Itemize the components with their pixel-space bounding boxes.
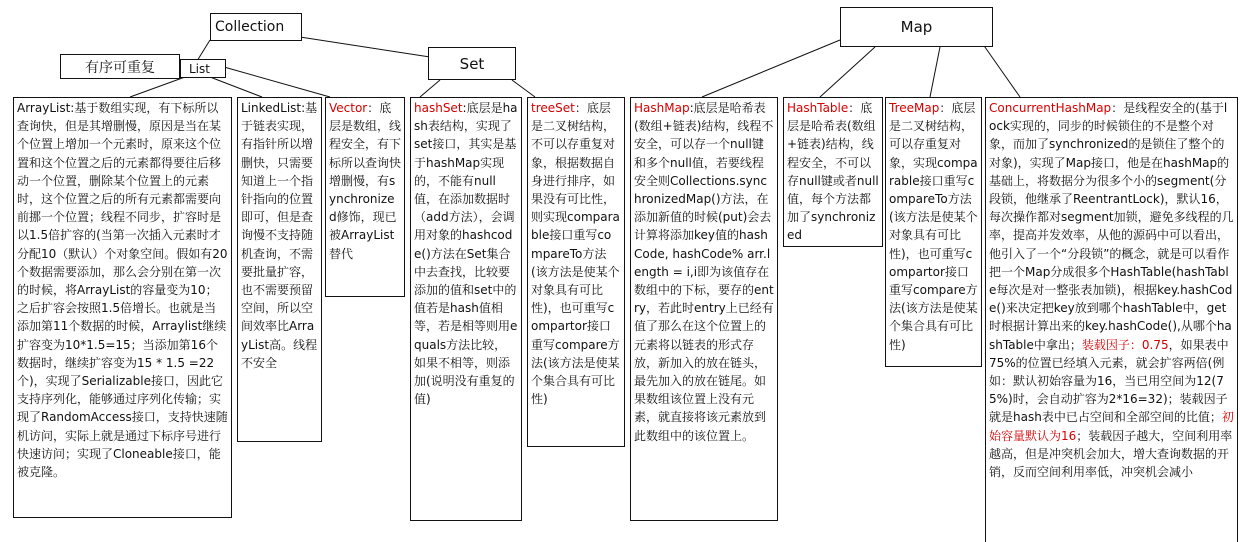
list-node — [180, 59, 226, 78]
connector-map-treemap — [930, 47, 940, 97]
connector-map-concurrenthashmap — [980, 40, 1020, 97]
arraylist-title: ArrayList — [17, 101, 71, 115]
arraylist-description: :基于数组实现，有下标所以查询快，但是其增删慢，原因是当在某个位置上增加一个元素时，原来这个位置和这个位置之后的元素都得要往后移动一个位置，删除某个位置上的元素时，这个位置之后的所有元素都需要向前挪一个位置；线程不同步，扩容时是以1.5倍扩容的(当第一次插入元素时才分配10（默认）个对象空间。假如有20个数据需要添加，那么会分别在第一次的时候，将ArrayList的容量变为10；之后扩容会按照1.5倍增长。也就是当添加第11个数据的时候，Arraylist继续扩容变为10*1.5=15；当添加第16个数据时，继续扩容变为15 * 1.5 =22个)，实现了Serializable接口，因此它支持序列化，能够通过序列化传输；实现了RandomAccess接口，支持快速随机访问，实际上就是通过下标序号进行快速访问；实现了Cloneable接口，能被克隆。 — [17, 101, 228, 480]
ordered-repeatable-label: 有序可重复 — [85, 59, 155, 76]
set-node — [428, 47, 516, 80]
connector-set-hashset — [420, 80, 440, 97]
set-label: Set — [459, 54, 485, 73]
hashmap-column — [630, 97, 778, 521]
vector-column — [325, 97, 405, 297]
treemap-column — [885, 97, 982, 367]
connector-set-treeset — [512, 80, 535, 97]
map-label: Map — [900, 18, 933, 36]
treemap-title: TreeMap — [889, 101, 940, 115]
hashtable-column — [783, 97, 883, 247]
connector-list-linkedlist — [210, 77, 262, 97]
hashset-column — [410, 97, 522, 521]
collection-node — [210, 13, 302, 41]
concurrenthashmap-description-2: ，如果表中75%的位置已经填入元素，就会扩容两倍(例如：默认初始容量为16，当已用空间为12(75%)时，会自动扩容为2*16=32)；装载因子就是hash表中已占空间和全部空间的比值； — [989, 337, 1229, 425]
concurrenthashmap-title: ConcurrentHashMap — [989, 101, 1112, 115]
load-factor-text: 装载因子：0.75 — [1081, 337, 1169, 352]
collection-label: Collection — [215, 19, 285, 35]
hashset-description: :底层是hash表结构，实现了set接口，其实是基于hashMap实现的，不能有null值，在添加数据时（add方法），会调用对象的hashcode()方法在Set集合中去查找，比较要添加的值和set中的值若是hash值相等，若是相等则用equals方法比较，如果不相等，则添加(说明没有重复的值) — [414, 101, 518, 407]
vector-description: ：底层是数组，线程安全，有下标所以查询快增删慢，有synchronized修饰，现已被ArrayList替代 — [329, 101, 402, 261]
treeset-title: treeSet — [531, 101, 575, 115]
ordered-repeatable-note — [60, 54, 180, 79]
hashtable-description: ：底层是哈希表(数组+链表)结构，线程安全，不可以存null键或者null值，每个方法都加了synchronized — [787, 101, 879, 243]
hashmap-title: HashMap — [634, 101, 690, 115]
connector-collection-set — [300, 37, 430, 57]
concurrenthashmap-description-1: ：是线程安全的(基于lock实现的，同步的时候锁住的不是整个对象，而加了synchronized的是锁住了整个的对象)，实现了Map接口，他是在hashMap的基础上，将数据分为很多个小的segment(分段锁，他继承了ReentrantLock)，默认16，每次操作都对segment加锁，避免多线程的几率，提高并发效率，从他的源码中可以看出，他引入了一个“分段锁”的概念，就是可以看作把一个Map分成很多个HashTable(hashTable每次是对一整张表加锁)，根据key.hashCode()来决定把key放到哪个hashTable中，get时根据计算出来的key.hashCode(),从哪个hashTable中拿出； — [989, 101, 1234, 352]
hashtable-title: HashTable — [787, 101, 849, 115]
list-label: List — [189, 61, 210, 76]
linkedlist-title: LinkedList — [241, 101, 302, 115]
connector-collection-list — [197, 40, 210, 61]
treeset-description: ：底层是二叉树结构，不可以存重复对象，根据数据自身进行排序，如果没有可比性，则实现comparable接口重写compareTo方法(该方法是使某个对象具有可比性)，也可重写compartor接口重写compare方法(该方法是使某个集合具有可比性) — [531, 101, 620, 407]
connector-map-hashmap — [702, 40, 840, 97]
connector-map-hashtable — [820, 47, 875, 97]
map-node — [840, 7, 993, 47]
connector-list-vector — [224, 67, 330, 97]
treeset-column — [527, 97, 625, 447]
hashmap-description: :底层是哈希表(数组+链表)结构，线程不安全，可以存一个null键和多个null值，若要线程安全则Collections.synchronizedMap()方法，在添加新值的时候(put)会去计算将添加key值的hashCode, hashCode% arr.length = i,i即为该值存在数组中的下标，要存的entry，若此时entry上已经有值了那么在这个位置上的元素将以链表的形式存放，新加入的放在链头，最先加入的放在链尾。如果数组该位置上没有元素，就直接将该元素放到此数组中的该位置上。 — [634, 101, 774, 443]
hashset-title: hashSet — [414, 101, 463, 115]
initial-capacity-text: 初始容量默认为16 — [989, 410, 1234, 443]
arraylist-column — [13, 97, 232, 518]
treemap-description: ：底层是二叉树结构，可以存重复对象，实现comparable接口重写compareTo方法(该方法是使某个对象具有可比性)，也可重写compartor接口重写compare方法(该方法是使某个集合具有可比性) — [889, 101, 978, 352]
linkedlist-description: :基于链表实现，有指针所以增删快，只需要知道上一个指针指向的位置即可，但是查询慢不支持随机查询，不需要批量扩容，也不需要预留空间，所以空间效率比ArrayList高。线程不安全 — [241, 101, 318, 370]
concurrenthashmap-description-3: ；装载因子越大，空间利用率越高，但是冲突机会加大，增大查询数据的开销，反而空间利用率低，冲突机会减小 — [989, 428, 1233, 480]
linkedlist-column — [237, 97, 322, 442]
connector-list-arraylist — [130, 77, 185, 97]
vector-title: Vector — [329, 101, 368, 115]
concurrenthashmap-column — [985, 97, 1238, 542]
